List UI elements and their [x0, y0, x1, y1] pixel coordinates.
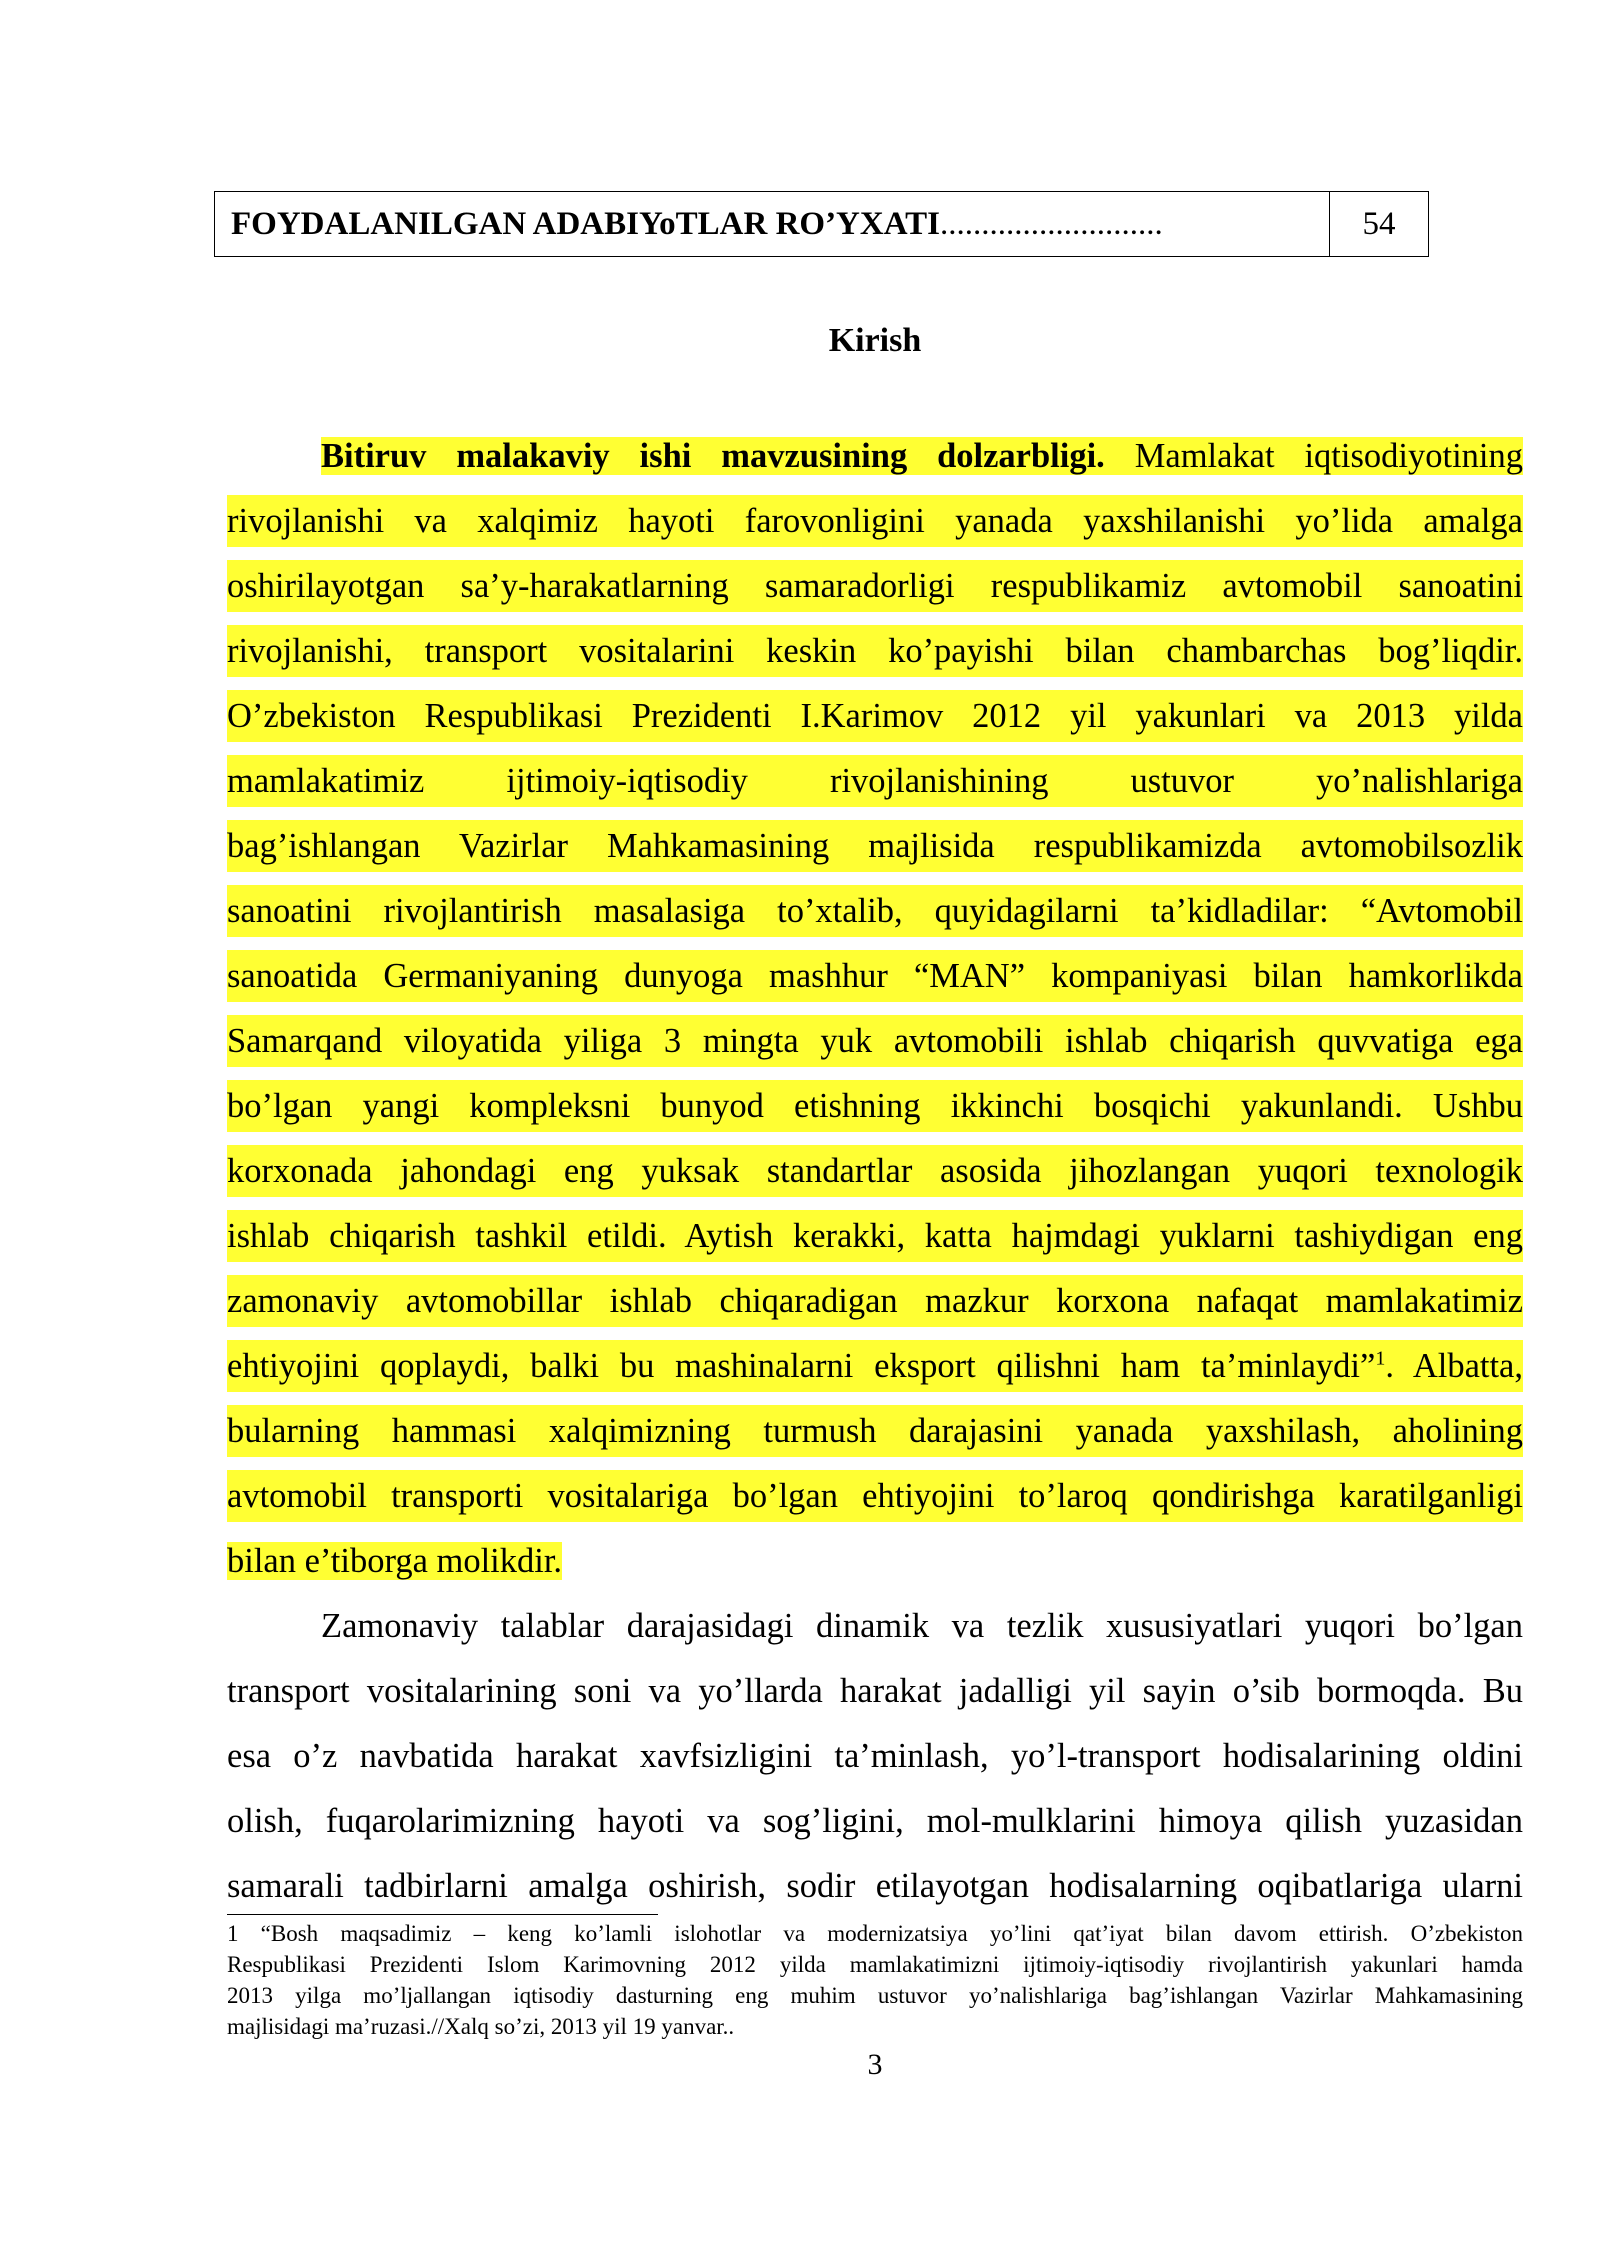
paragraph-line: rivojlanishi va xalqimiz hayoti farovonligini yanada yaxshilanishi yo’lida amalga: [227, 495, 1523, 560]
footnote-line: majlisidagi ma’ruzasi.//Xalq so’zi, 2013 yil 19 yanvar..: [227, 2014, 735, 2039]
footnote-line: 2013 yilga mo’ljallangan iqtisodiy dasturning eng muhim ustuvor yo’nalishlariga bag’ishlangan Vazirlar Mahkamasining: [227, 1983, 1523, 2008]
paragraph-line: bag’ishlangan Vazirlar Mahkamasining majlisida respublikamizda avtomobilsozlik: [227, 820, 1523, 885]
paragraph-line: avtomobil transporti vositalariga bo’lgan ehtiyojini to’laroq qondirishga karatilganligi: [227, 1470, 1523, 1535]
paragraph-line: zamonaviy avtomobillar ishlab chiqaradigan mazkur korxona nafaqat mamlakatimiz: [227, 1275, 1523, 1340]
toc-row: [214, 191, 1429, 257]
paragraph-line: rivojlanishi, transport vositalarini keskin ko’payishi bilan chambarchas bog’liqdir.: [227, 625, 1523, 690]
toc-page-number: 54: [1362, 205, 1396, 242]
paragraph-line: ehtiyojini qoplaydi, balki bu mashinalarni eksport qilishni ham ta’minlaydi”$^1$. Albatta,: [227, 1340, 1523, 1405]
paragraph-line: bularning hammasi xalqimizning turmush darajasini yanada yaxshilash, aholining: [227, 1405, 1523, 1470]
paragraph-line: Bitiruv malakaviy ishi mavzusining dolzarbligi. Mamlakat iqtisodiyotining: [321, 437, 1523, 475]
page-number: 3: [867, 2048, 883, 2081]
paragraph-line: mamlakatimiz ijtimoiy-iqtisodiy rivojlanishining ustuvor yo’nalishlariga: [227, 755, 1523, 820]
paragraph-line: transport vositalarining soni va yo’llarda harakat jadalligi yil sayin o’sib bormoqda. Bu: [227, 1672, 1523, 1710]
toc-dot-leader: ...........................: [939, 205, 1163, 242]
footnote-separator: [227, 1914, 658, 1915]
toc-title-text: FOYDALANILGAN ADABIYoTLAR RO’YXATI: [231, 205, 940, 242]
footnote-line: Respublikasi Prezidenti Islom Karimovning 2012 yilda mamlakatimizni ijtimoiy-iqtisodiy rivojlantirish yakunlari hamda: [227, 1952, 1523, 1977]
footnote-mark: 1: [1375, 1347, 1386, 1370]
paragraph-line: O’zbekiston Respublikasi Prezidenti I.Karimov 2012 yil yakunlari va 2013 yilda: [227, 690, 1523, 755]
paragraph-line: Samarqand viloyatida yiliga 3 mingta yuk avtomobili ishlab chiqarish quvvatiga ega: [227, 1015, 1523, 1080]
footnote-line: 1 “Bosh maqsadimiz – keng ko’lamli islohotlar va modernizatsiya yo’lini qat’iyat bilan davom ettirish. O’zbekiston: [227, 1921, 1523, 1946]
paragraph-line: Zamonaviy talablar darajasidagi dinamik va tezlik xususiyatlari yuqori bo’lgan: [321, 1607, 1523, 1645]
paragraph-line: bilan e’tiborga molikdir.: [227, 1542, 563, 1580]
body-text: [227, 430, 1523, 1925]
paragraph-line: ishlab chiqarish tashkil etildi. Aytish kerakki, katta hajmdagi yuklarni tashiydigan eng: [227, 1210, 1523, 1275]
lead-bold-text: Bitiruv malakaviy ishi mavzusining dolzarbligi.: [321, 437, 1105, 475]
paragraph-line: samarali tadbirlarni amalga oshirish, sodir etilayotgan hodisalarning oqibatlariga ularni: [227, 1867, 1523, 1905]
paragraph-line: esa o’z navbatida harakat xavfsizligini ta’minlash, yo’l-transport hodisalarining oldini: [227, 1737, 1523, 1775]
paragraph-line: korxonada jahondagi eng yuksak standartlar asosida jihozlangan yuqori texnologik: [227, 1145, 1523, 1210]
toc-entry-title: [215, 192, 1330, 256]
paragraph-line: oshirilayotgan sa’y-harakatlarning samaradorligi respublikamiz avtomobil sanoatini: [227, 560, 1523, 625]
paragraph-line: olish, fuqarolarimizning hayoti va sog’ligini, mol-mulklarini himoya qilish yuzasidan: [227, 1802, 1523, 1840]
paragraph-line: sanoatini rivojlantirish masalasiga to’xtalib, quyidagilarni ta’kidladilar: “Avtomobil: [227, 885, 1523, 950]
paragraph-line: bo’lgan yangi kompleksni bunyod etishning ikkinchi bosqichi yakunlandi. Ushbu: [227, 1080, 1523, 1145]
paragraph-line: sanoatida Germaniyaning dunyoga mashhur “MAN” kompaniyasi bilan hamkorlikda: [227, 950, 1523, 1015]
section-heading: Kirish: [828, 322, 922, 359]
footnote: [227, 1918, 1523, 2042]
